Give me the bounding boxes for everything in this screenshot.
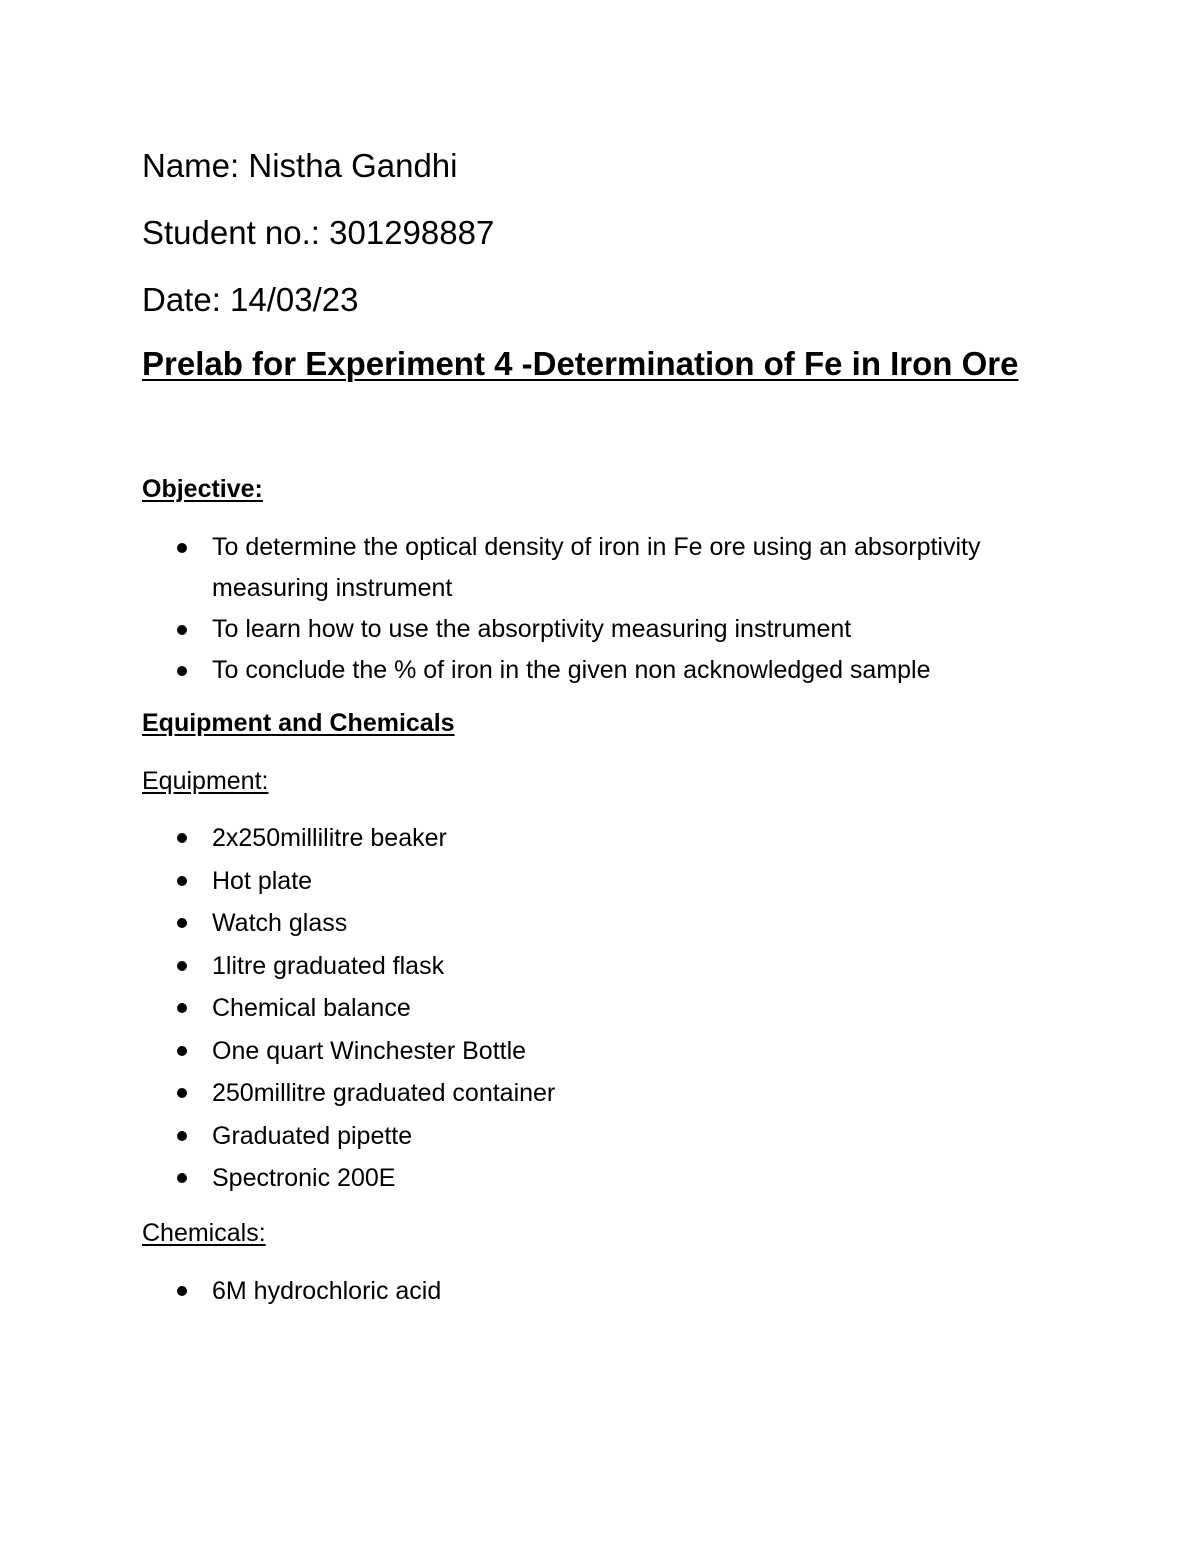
list-item-text: 2x250millilitre beaker [212, 824, 447, 852]
list-item-text: To learn how to use the absorptivity measuring instrument [212, 615, 852, 643]
list-item-text: One quart Winchester Bottle [212, 1036, 527, 1065]
document-date: Date: 14/03/23 [142, 281, 359, 318]
chemicals-subheading: Chemicals: [142, 1218, 266, 1247]
list-item [142, 1157, 1082, 1200]
document-title: Prelab for Experiment 4 -Determination of Fe in Iron Ore [142, 345, 1019, 382]
bullet-icon [177, 625, 187, 635]
student-name: Name: Nistha Gandhi [142, 147, 458, 184]
list-item [142, 650, 1082, 691]
bullet-icon [177, 961, 187, 971]
list-item-text: Chemical balance [212, 994, 411, 1022]
list-item [142, 1115, 1082, 1158]
list-item [142, 817, 1082, 860]
student-number: Student no.: 301298887 [142, 214, 495, 251]
bullet-icon [177, 1286, 187, 1296]
document-content [142, 146, 1082, 1312]
equipment-subheading: Equipment: [142, 767, 269, 795]
equipment-list [142, 817, 1082, 1200]
list-item-text: Graduated pipette [212, 1121, 413, 1150]
list-item-text: Watch glass [212, 909, 348, 937]
list-item [142, 1072, 1082, 1115]
list-item-text: Hot plate [212, 866, 313, 895]
list-item-text: Spectronic 200E [212, 1164, 396, 1192]
bullet-icon [177, 833, 187, 843]
list-item [142, 527, 1082, 609]
list-item-text: To determine the optical density of iron in Fe ore using an absorptivity measuring instrument [212, 533, 981, 602]
bullet-icon [177, 1088, 187, 1098]
list-item-text: To conclude the % of iron in the given non acknowledged sample [212, 656, 931, 684]
bullet-icon [177, 1046, 187, 1056]
bullet-icon [177, 918, 187, 928]
bullet-icon [177, 1173, 187, 1183]
list-item [142, 609, 1082, 650]
bullet-icon [177, 1131, 187, 1141]
list-item [142, 987, 1082, 1030]
equipment-chemicals-heading: Equipment and Chemicals [142, 709, 455, 737]
list-item-text: 6M hydrochloric acid [212, 1276, 442, 1305]
list-item [142, 860, 1082, 903]
objective-heading: Objective: [142, 475, 263, 503]
bullet-icon [177, 543, 187, 553]
bullet-icon [177, 666, 187, 676]
bullet-icon [177, 876, 187, 886]
list-item [142, 1030, 1082, 1073]
chemicals-list [142, 1270, 1082, 1313]
objectives-list [142, 527, 1082, 691]
list-item [142, 902, 1082, 945]
list-item [142, 945, 1082, 988]
bullet-icon [177, 1003, 187, 1013]
list-item-text: 1litre graduated flask [212, 951, 445, 980]
list-item [142, 1270, 1082, 1313]
list-item-text: 250millitre graduated container [212, 1079, 556, 1107]
